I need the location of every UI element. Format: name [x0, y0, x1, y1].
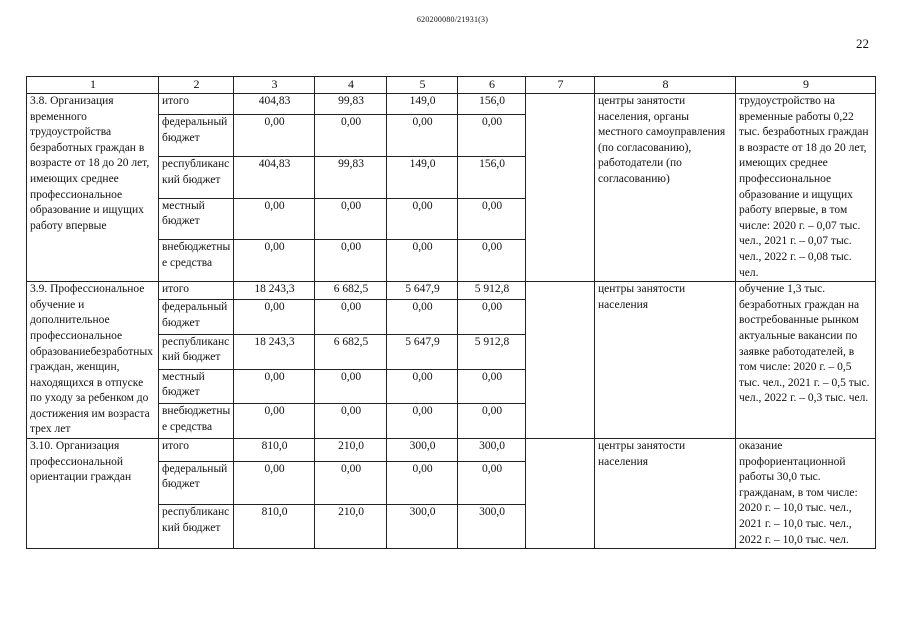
executors-cell: центры занятости населения, органы местного самоуправления (по согласованию), работодатели (по согласованию) — [595, 94, 736, 282]
column-number: 5 — [387, 77, 458, 94]
page-number: 22 — [856, 36, 869, 51]
funding-source: федеральный бюджет — [159, 461, 234, 505]
table-row — [27, 439, 876, 462]
amount-total: 810,0 — [234, 505, 315, 549]
amount-2021: 5 647,9 — [387, 282, 458, 300]
amount-2022: 0,00 — [458, 240, 526, 282]
amount-2021: 0,00 — [387, 240, 458, 282]
executors-cell: центры занятости населения — [595, 282, 736, 439]
amount-2022: 0,00 — [458, 300, 526, 335]
activity-cell: 3.10. Организация профессиональной ориентации граждан — [27, 439, 159, 549]
amount-total: 18 243,3 — [234, 282, 315, 300]
funding-source: федеральный бюджет — [159, 115, 234, 157]
amount-2021: 0,00 — [387, 461, 458, 505]
amount-2021: 0,00 — [387, 115, 458, 157]
amount-2021: 0,00 — [387, 369, 458, 404]
funding-source: внебюджетные средства — [159, 404, 234, 439]
amount-total: 0,00 — [234, 461, 315, 505]
amount-2022: 300,0 — [458, 505, 526, 549]
empty-cell — [526, 94, 595, 282]
empty-cell — [526, 439, 595, 549]
amount-2021: 0,00 — [387, 404, 458, 439]
amount-2020: 210,0 — [315, 439, 387, 462]
column-number-row — [27, 77, 876, 94]
funding-source: республиканский бюджет — [159, 157, 234, 199]
amount-total: 0,00 — [234, 115, 315, 157]
amount-2021: 300,0 — [387, 505, 458, 549]
amount-2020: 0,00 — [315, 300, 387, 335]
amount-2021: 149,0 — [387, 94, 458, 115]
funding-source: итого — [159, 439, 234, 462]
amount-2022: 0,00 — [458, 115, 526, 157]
amount-2020: 0,00 — [315, 369, 387, 404]
column-number: 8 — [595, 77, 736, 94]
amount-2021: 0,00 — [387, 300, 458, 335]
amount-2022: 300,0 — [458, 439, 526, 462]
amount-2020: 0,00 — [315, 461, 387, 505]
amount-total: 18 243,3 — [234, 334, 315, 369]
amount-2021: 149,0 — [387, 157, 458, 199]
amount-total: 0,00 — [234, 369, 315, 404]
amount-2020: 99,83 — [315, 94, 387, 115]
amount-total: 0,00 — [234, 404, 315, 439]
funding-source: федеральный бюджет — [159, 300, 234, 335]
funding-source: внебюджетные средства — [159, 240, 234, 282]
activity-cell: 3.9. Профессиональное обучение и дополнительное профессиональное образованиебезработных граждан, женщин, находящихся в отпуске по уходу за ребенком до достижения им возраста трех лет — [27, 282, 159, 439]
amount-2022: 156,0 — [458, 94, 526, 115]
funding-source: местный бюджет — [159, 198, 234, 240]
funding-source: республиканский бюджет — [159, 334, 234, 369]
result-cell: оказание профориентационной работы 30,0 тыс. гражданам, в том числе: 2020 г. – 10,0 тыс. чел., 2021 г. – 10,0 тыс. чел., 2022 г. – 10,0 тыс. чел. — [736, 439, 876, 549]
amount-2020: 6 682,5 — [315, 282, 387, 300]
funding-source: республиканский бюджет — [159, 505, 234, 549]
funding-source: итого — [159, 94, 234, 115]
result-cell: трудоустройство на временные работы 0,22 тыс. безработных граждан в возрасте от 18 до 20 лет, имеющих среднее профессиональное образование и ищущих работу впервые, в том числе: 2020 г. – 0,07 тыс. чел., 2021 г. – 0,07 тыс. чел., 2022 г. – 0,08 тыс. чел. — [736, 94, 876, 282]
amount-2020: 6 682,5 — [315, 334, 387, 369]
amount-2022: 5 912,8 — [458, 334, 526, 369]
column-number: 1 — [27, 77, 159, 94]
amount-2020: 0,00 — [315, 240, 387, 282]
amount-2020: 99,83 — [315, 157, 387, 199]
amount-total: 0,00 — [234, 300, 315, 335]
amount-2020: 0,00 — [315, 115, 387, 157]
amount-total: 404,83 — [234, 94, 315, 115]
activity-cell: 3.8. Организация временного трудоустройства безработных граждан в возрасте от 18 до 20 лет, имеющих среднее профессиональное образование и ищущих работу впервые — [27, 94, 159, 282]
table-row — [27, 94, 876, 115]
amount-total: 0,00 — [234, 198, 315, 240]
funding-source: итого — [159, 282, 234, 300]
amount-2021: 0,00 — [387, 198, 458, 240]
amount-2022: 0,00 — [458, 404, 526, 439]
amount-2021: 300,0 — [387, 439, 458, 462]
amount-2021: 5 647,9 — [387, 334, 458, 369]
amount-2022: 0,00 — [458, 369, 526, 404]
amount-total: 810,0 — [234, 439, 315, 462]
column-number: 6 — [458, 77, 526, 94]
amount-2020: 210,0 — [315, 505, 387, 549]
amount-2022: 5 912,8 — [458, 282, 526, 300]
amount-2020: 0,00 — [315, 198, 387, 240]
column-number: 9 — [736, 77, 876, 94]
column-number: 2 — [159, 77, 234, 94]
funding-source: местный бюджет — [159, 369, 234, 404]
amount-total: 404,83 — [234, 157, 315, 199]
amount-2020: 0,00 — [315, 404, 387, 439]
program-table — [26, 76, 876, 549]
amount-2022: 156,0 — [458, 157, 526, 199]
empty-cell — [526, 282, 595, 439]
table-row — [27, 282, 876, 300]
amount-total: 0,00 — [234, 240, 315, 282]
result-cell: обучение 1,3 тыс. безработных граждан на востребованные рынком актуальные вакансии по заявке работодателей, в том числе: 2020 г. – 0,5 тыс. чел., 2021 г. – 0,5 тыс. чел., 2022 г. – 0,3 тыс. чел. — [736, 282, 876, 439]
column-number: 7 — [526, 77, 595, 94]
document-code: 620200080/21931(3) — [416, 15, 489, 24]
amount-2022: 0,00 — [458, 198, 526, 240]
column-number: 3 — [234, 77, 315, 94]
column-number: 4 — [315, 77, 387, 94]
amount-2022: 0,00 — [458, 461, 526, 505]
executors-cell: центры занятости населения — [595, 439, 736, 549]
